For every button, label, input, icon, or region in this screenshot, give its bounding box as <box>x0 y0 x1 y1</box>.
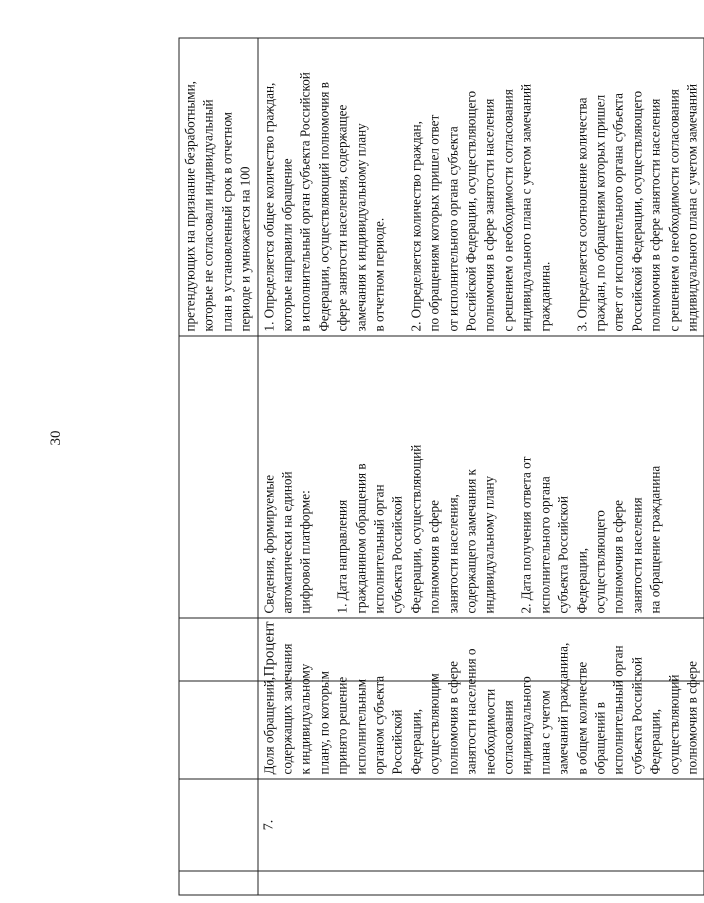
source-line: гражданином обращения в <box>352 462 368 613</box>
source-line: занятости населения, <box>444 493 460 613</box>
indicator-line: исполнительным <box>352 678 368 774</box>
source-line: субъекта Российской <box>555 495 571 613</box>
method-line: индивидуального плана с учетом замечаний <box>518 83 534 331</box>
source-line: на обращение гражданина <box>647 465 663 613</box>
method-line: полномочия в сфере занятости населения <box>481 98 497 331</box>
indicator-line: согласования <box>499 699 515 774</box>
method-line: от исполнительного органа субъекта <box>444 125 460 331</box>
indicator-line: осуществляющий <box>665 674 681 774</box>
method-top-line: периоде и умножается на 100 <box>237 165 253 331</box>
method-line: индивидуального плана с учетом замечаний <box>683 83 699 331</box>
indicator-table <box>178 37 704 895</box>
source-line: полномочия в сфере <box>426 499 442 613</box>
method-line: сфере занятости населения, содержащее <box>334 104 350 331</box>
source-line: субъекта Российской <box>389 495 405 613</box>
method-line: Российской Федерации, осуществляющего <box>463 90 479 331</box>
indicator-line: к индивидуальному <box>297 663 313 774</box>
method-line: замечания к индивидуальному плану <box>352 122 368 331</box>
rotated-table-wrapper <box>178 38 699 895</box>
method-continuation-cell <box>179 38 258 336</box>
table-row-top <box>179 38 258 895</box>
method-line: Федерации, осуществляющий полномочия в <box>315 81 331 331</box>
source-cell-top <box>179 618 258 681</box>
source-line: осуществляющего <box>591 509 607 613</box>
unit-cell-top <box>179 681 258 779</box>
method-line: в отчетном периоде. <box>371 217 387 331</box>
indicator-line: занятости населения о <box>463 648 479 774</box>
source-line: Сведения, формируемые <box>260 474 276 613</box>
indicator-line: замечаний гражданина, <box>555 642 571 774</box>
source-line: Федерации, осуществляющий <box>407 444 423 613</box>
method-line: по обращениям которых пришел ответ <box>426 114 442 331</box>
paragraph-gap <box>388 42 406 331</box>
indicator-line: индивидуального <box>518 675 534 774</box>
paragraph-gap <box>554 42 572 331</box>
calculation-method-cell <box>257 38 704 336</box>
unit-cell: Процент <box>257 618 704 681</box>
source-line: автоматически на единой <box>279 470 295 613</box>
method-line: 2. Определяется количество граждан, <box>407 120 423 331</box>
blank-cell <box>257 871 704 895</box>
source-line: занятости населения <box>628 496 644 613</box>
method-line: Российской Федерации, осуществляющего <box>628 90 644 331</box>
source-line: 1. Дата направления <box>334 499 350 613</box>
source-line: полномочия в сфере <box>610 499 626 613</box>
indicator-line: осуществляющим <box>426 672 442 774</box>
indicator-line: в общем количестве <box>573 661 589 774</box>
method-line: граждан, по обращениям которых пришел <box>591 94 607 331</box>
method-line: в исполнительный орган субъекта Российской <box>297 71 313 331</box>
method-line: с решением о необходимости согласования <box>665 88 681 331</box>
method-line: ответ от исполнительного органа субъекта <box>610 92 626 331</box>
indicator-line: плана с учетом <box>536 689 552 774</box>
indicator-cell-top <box>179 779 258 871</box>
source-line: цифровой платформе: <box>297 489 313 613</box>
indicator-line: органом субъекта <box>371 675 387 774</box>
method-line: которые направили обращение <box>279 157 295 331</box>
source-line: содержащего замечания к <box>463 468 479 613</box>
indicator-line: полномочия в сфере <box>444 660 460 774</box>
method-line: 3. Определяется соотношение количества <box>573 97 589 331</box>
indicator-line: Федерации, <box>407 708 423 774</box>
method-top-line: претендующих на признание безработными, <box>182 80 197 331</box>
method-top-line: план в установленный срок в отчетном <box>218 111 234 331</box>
method-line: 1. Определяется общее количество граждан, <box>260 82 276 331</box>
indicator-line: Федерации, <box>647 708 663 774</box>
source-line: 2. Дата получения ответа от <box>518 456 534 613</box>
method-cell-top-empty <box>179 336 258 618</box>
indicator-line: принято решение <box>334 676 350 774</box>
indicator-line: полномочия в сфере <box>683 660 699 774</box>
method-top-line: которые не согласовали индивидуальный <box>200 98 216 331</box>
page-number: 30 <box>48 430 64 446</box>
row-number-cell: 7. <box>257 779 704 871</box>
table-row-7 <box>257 38 704 895</box>
source-line: исполнительный орган <box>371 483 387 613</box>
paragraph-gap <box>499 340 517 613</box>
indicator-line: плану, по которым <box>315 670 331 774</box>
indicator-line: Российской <box>389 709 405 774</box>
indicator-line: необходимости <box>481 688 497 774</box>
indicator-line: Доля обращений, <box>260 676 276 774</box>
indicator-line: субъекта Российской <box>628 656 644 774</box>
source-line: исполнительного органа <box>536 475 552 613</box>
method-line: гражданина. <box>536 261 552 331</box>
method-line: с решением о необходимости согласования <box>499 88 515 331</box>
source-line: Федерации, <box>573 547 589 613</box>
number-cell-top <box>179 871 258 895</box>
data-source-cell <box>257 336 704 618</box>
method-line: полномочия в сфере занятости населения <box>647 98 663 331</box>
paragraph-gap <box>315 340 333 613</box>
source-line: индивидуальному плану <box>481 475 497 613</box>
indicator-line: содержащих замечания <box>279 643 295 774</box>
indicator-line: исполнительный орган <box>610 644 626 774</box>
indicator-line: обращений в <box>591 701 607 774</box>
